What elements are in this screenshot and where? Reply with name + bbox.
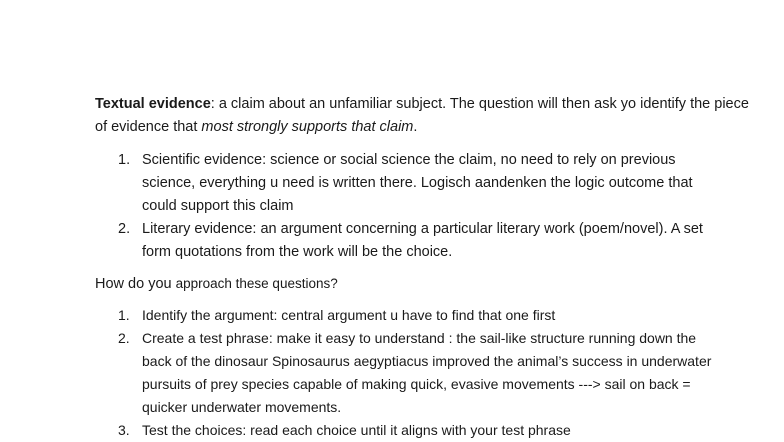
list-item-text: Literary evidence: an argument concerning a particular literary work (poem/novel). A set form quotations from the work will be the choice. xyxy=(142,221,703,260)
list-item-text: Scientific evidence: science or social science the claim, no need to rely on previous science, everything u need is written there. Logisch aandenken the logic outcome that could support this claim xyxy=(142,152,693,214)
list-item xyxy=(118,304,718,327)
evidence-types-list xyxy=(118,149,718,264)
list-item xyxy=(118,218,718,264)
question-lead: How do you xyxy=(95,276,176,292)
intro-text-after: . xyxy=(413,119,418,135)
list-item-number: 2. xyxy=(118,221,131,237)
intro-term: Textual evidence xyxy=(95,96,211,112)
intro-paragraph xyxy=(95,93,755,139)
list-item-number: 1. xyxy=(118,307,130,323)
list-item-text: Test the choices: read each choice until it aligns with your test phrase xyxy=(142,422,571,438)
approach-question xyxy=(95,272,338,296)
intro-emphasis: most strongly supports that claim xyxy=(201,119,414,135)
list-item-text: Identify the argument: central argument u have to find that one first xyxy=(142,307,556,323)
intro-text-before: : a claim about an unfamiliar subject. The question will then ask yo identify the piece of evidence that xyxy=(95,96,749,135)
approach-steps-list xyxy=(118,304,718,442)
list-item xyxy=(118,149,718,218)
list-item xyxy=(118,419,718,442)
list-item-number: 2. xyxy=(118,330,130,346)
list-item-number: 3. xyxy=(118,422,130,438)
list-item-text: Create a test phrase: make it easy to understand : the sail-like structure running down the back of the dinosaur Spinosaurus aegyptiacus improved the animal’s success in underwater pursuits of prey species capable of making quick, evasive movements ---> sail on back = quicker underwater movements. xyxy=(142,330,712,415)
question-rest: approach these questions? xyxy=(175,276,338,291)
list-item xyxy=(118,327,718,419)
list-item-number: 1. xyxy=(118,152,131,168)
